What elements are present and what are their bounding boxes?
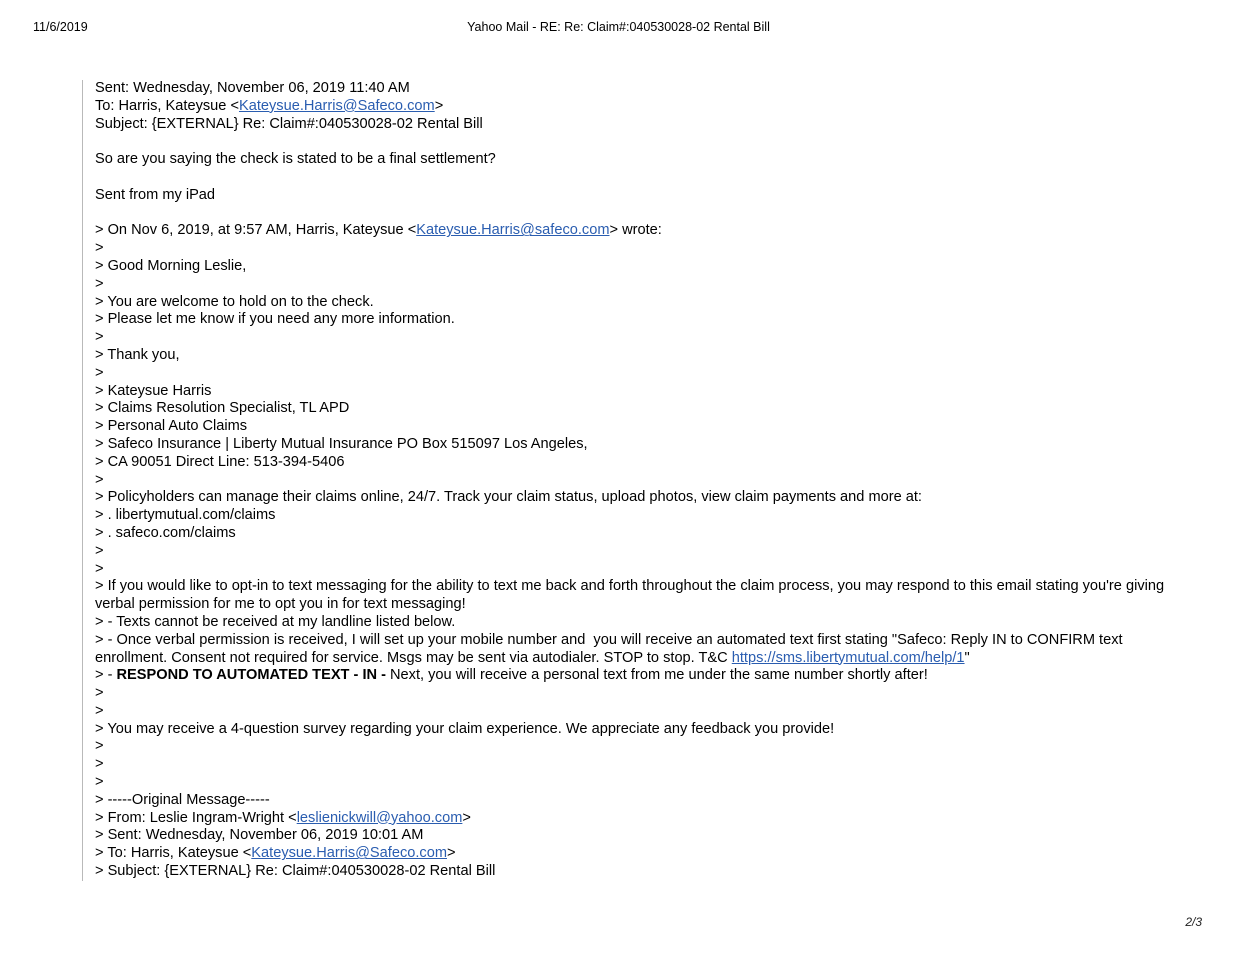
header-title: Yahoo Mail - RE: Re: Claim#:040530028-02 Rental Bill — [467, 20, 770, 34]
quoted-line: > Policyholders can manage their claims online, 24/7. Track your claim status, upload photos, view claim payments and more at: — [95, 489, 922, 506]
subject-line: Subject: {EXTERNAL} Re: Claim#:040530028-02 Rental Bill — [95, 115, 483, 132]
reply-intro-suffix: > wrote: — [609, 222, 662, 239]
quoted-line: > — [95, 702, 104, 719]
verbal-permission-line — [95, 632, 1172, 668]
quoted-line: > CA 90051 Direct Line: 513-394-5406 — [95, 453, 345, 470]
quoted-line: > — [95, 774, 104, 791]
sent-line: Sent: Wednesday, November 06, 2019 11:40 AM — [95, 80, 410, 96]
orig-from-line — [95, 810, 1172, 828]
verbal-text-part1: > - Once verbal permission is received, I will set up your mobile number and you will receive an automated text first stating "Safeco: Reply IN to CONFIRM text enrollment. Consent not required for service. Msgs may be sent via autodialer. STOP to stop. T&C — [95, 631, 1127, 666]
spacer-2 — [95, 169, 1172, 187]
quoted-line: > — [95, 471, 104, 488]
quoted-line: > . libertymutual.com/claims — [95, 507, 276, 524]
spacer-1 — [95, 133, 1172, 151]
orig-to-prefix: > To: Harris, Kateysue < — [95, 845, 252, 862]
orig-to-suffix: > — [447, 845, 456, 862]
texts-line: > - Texts cannot be received at my landline listed below. — [95, 613, 456, 630]
to-bracket: > — [434, 97, 444, 114]
reply-intro-email-link[interactable]: Kateysue.Harris@safeco.com — [416, 222, 610, 239]
quoted-line: > — [95, 738, 104, 755]
respond-bold-text: RESPOND TO AUTOMATED TEXT - IN - — [116, 667, 386, 684]
quoted-line: > — [95, 364, 104, 381]
quoted-line: > — [95, 329, 104, 346]
signature-line: Sent from my iPad — [95, 186, 216, 203]
sms-help-link[interactable]: https://sms.libertymutual.com/help/1 — [731, 649, 965, 666]
quoted-line: > You may receive a 4-question survey regarding your claim experience. We appreciate any feedback you provide! — [95, 720, 835, 737]
page-header — [0, 20, 1237, 40]
orig-to-email-link[interactable]: Kateysue.Harris@Safeco.com — [251, 845, 447, 862]
respond-suffix: Next, you will receive a personal text from me under the same number shortly after! — [385, 667, 928, 684]
to-email-link[interactable]: Kateysue.Harris@Safeco.com — [238, 97, 435, 114]
quoted-line: > Personal Auto Claims — [95, 418, 248, 435]
reply-intro-line — [95, 222, 1172, 240]
spacer-3 — [95, 205, 1172, 223]
quoted-line: > Kateysue Harris — [95, 382, 212, 399]
quoted-line: > You are welcome to hold on to the check. — [95, 293, 374, 310]
orig-from-suffix: > — [462, 809, 471, 826]
quoted-line: > Claims Resolution Specialist, TL APD — [95, 400, 350, 417]
orig-from-prefix: > From: Leslie Ingram-Wright < — [95, 809, 297, 826]
page-number: 2/3 — [1185, 915, 1202, 929]
verbal-text-part2: " — [964, 649, 970, 666]
to-line — [95, 98, 1172, 116]
email-quote-block — [82, 80, 1172, 881]
original-message-separator: > -----Original Message----- — [95, 791, 270, 808]
to-label: To: Harris, Kateysue < — [95, 97, 239, 114]
quoted-line: > — [95, 756, 104, 773]
quoted-line: > — [95, 685, 104, 702]
respond-automated-line — [95, 667, 1172, 685]
respond-prefix: > - — [95, 667, 117, 684]
header-date: 11/6/2019 — [33, 20, 88, 34]
orig-from-email-link[interactable]: leslienickwill@yahoo.com — [296, 809, 463, 826]
quoted-line: > — [95, 240, 104, 257]
quoted-line: > Thank you, — [95, 346, 180, 363]
orig-subject-line: > Subject: {EXTERNAL} Re: Claim#:040530028-02 Rental Bill — [95, 863, 496, 880]
quoted-line: > Good Morning Leslie, — [95, 257, 247, 274]
quoted-line: > — [95, 542, 104, 559]
orig-sent-line: > Sent: Wednesday, November 06, 2019 10:01 AM — [95, 827, 424, 844]
quoted-line: > Please let me know if you need any more information. — [95, 311, 455, 328]
orig-to-line — [95, 845, 1172, 863]
reply-intro-prefix: > On Nov 6, 2019, at 9:57 AM, Harris, Kateysue < — [95, 222, 417, 239]
optin-paragraph: > If you would like to opt-in to text messaging for the ability to text me back and forth throughout the claim process, you may respond to this email stating you're giving verbal permission for me to opt you in for text messaging! — [95, 578, 1169, 613]
quoted-line: > Safeco Insurance | Liberty Mutual Insurance PO Box 515097 Los Angeles, — [95, 435, 588, 452]
body-question: So are you saying the check is stated to be a final settlement? — [95, 151, 496, 168]
quoted-line: > — [95, 275, 104, 292]
quoted-line: > — [95, 560, 104, 577]
quoted-line: > . safeco.com/claims — [95, 524, 236, 541]
